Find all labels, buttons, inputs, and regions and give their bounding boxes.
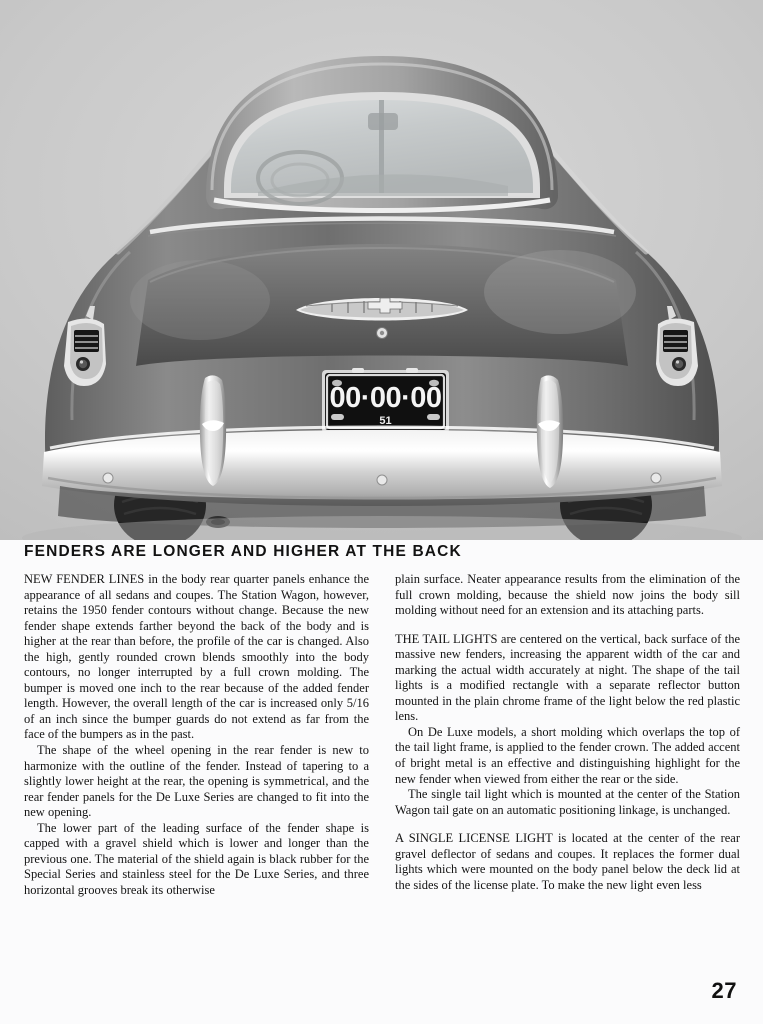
paragraph: The single tail light which is mounted at the center of the Station Wagon tail gate on an automatic positioning linkage, is unchanged. (395, 787, 740, 817)
paragraph: A SINGLE LICENSE LIGHT is located at the center of the rear gravel deflector of sedans and coupes. It replaces the former dual lights which were mounted on the body panel below the deck lid at the sides of the license plate. To make the new light even less (395, 831, 740, 892)
bumper-guard-left (200, 375, 226, 486)
paragraph: On De Luxe models, a short molding which overlaps the top of the tail light frame, is applied to the fender crown. The added accent of bright metal is an effective and distinguishing highlight for the new fender when viewed from either the rear or the side. (395, 724, 740, 786)
paragraph: The shape of the wheel opening in the rear fender is new to harmonize with the outline of the fender. Instead of tapering to a slightly lower height at the rear, the opening is symmetrical, and the rear fender panels for the De Luxe Series are changed to fit into the new opening. (24, 743, 369, 820)
paragraph: THE TAIL LIGHTS are centered on the vertical, back surface of the massive new fenders, increasing the apparent width of the car and marking the actual width accurately at night. The shape of the tail lights is a modified rectangle with a separate reflector button mounted in the plain chrome frame of the light below the red plastic lens. (395, 631, 740, 724)
article-columns (24, 572, 740, 898)
section-headline: FENDERS ARE LONGER AND HIGHER AT THE BACK (24, 543, 462, 560)
paragraph: The lower part of the leading surface of the fender shape is capped with a gravel shield which is lower and longer than the previous one. The material of the shield again is black rubber for the Special Series and stainless steel for the De Luxe Series, and three horizontal grooves break its otherwise (24, 820, 369, 897)
left-column (24, 572, 369, 898)
svg-text:51: 51 (379, 415, 392, 427)
svg-text:00·00·00: 00·00·00 (329, 382, 442, 414)
bumper-guard-right (537, 375, 563, 488)
right-column (395, 572, 740, 898)
license-plate (322, 368, 449, 435)
paragraph: NEW FENDER LINES in the body rear quarter panels enhance the appearance of all sedans and coupes. The Station Wagon, however, retains the 1950 fender contours without change. Because the new fender shape extends farther beyond the back of the body and is higher at the rear than before, the profile of the car is changed. Also the high, gently rounded crown blends smoothly into the body contours, no longer interrupted by a full crown molding. The bumper is moved one inch to the rear because of the added fender length. However, the overall length of the car is increased only 5/16 of an inch since the bumper guards do not extend as far from the face of the bumpers as in the past. (24, 572, 369, 742)
page-number: 27 (711, 978, 737, 1003)
paragraph: plain surface. Neater appearance results from the elimination of the full crown molding, because the shield now joins the body sill molding without need for an extension and its attaching parts. (395, 572, 740, 618)
